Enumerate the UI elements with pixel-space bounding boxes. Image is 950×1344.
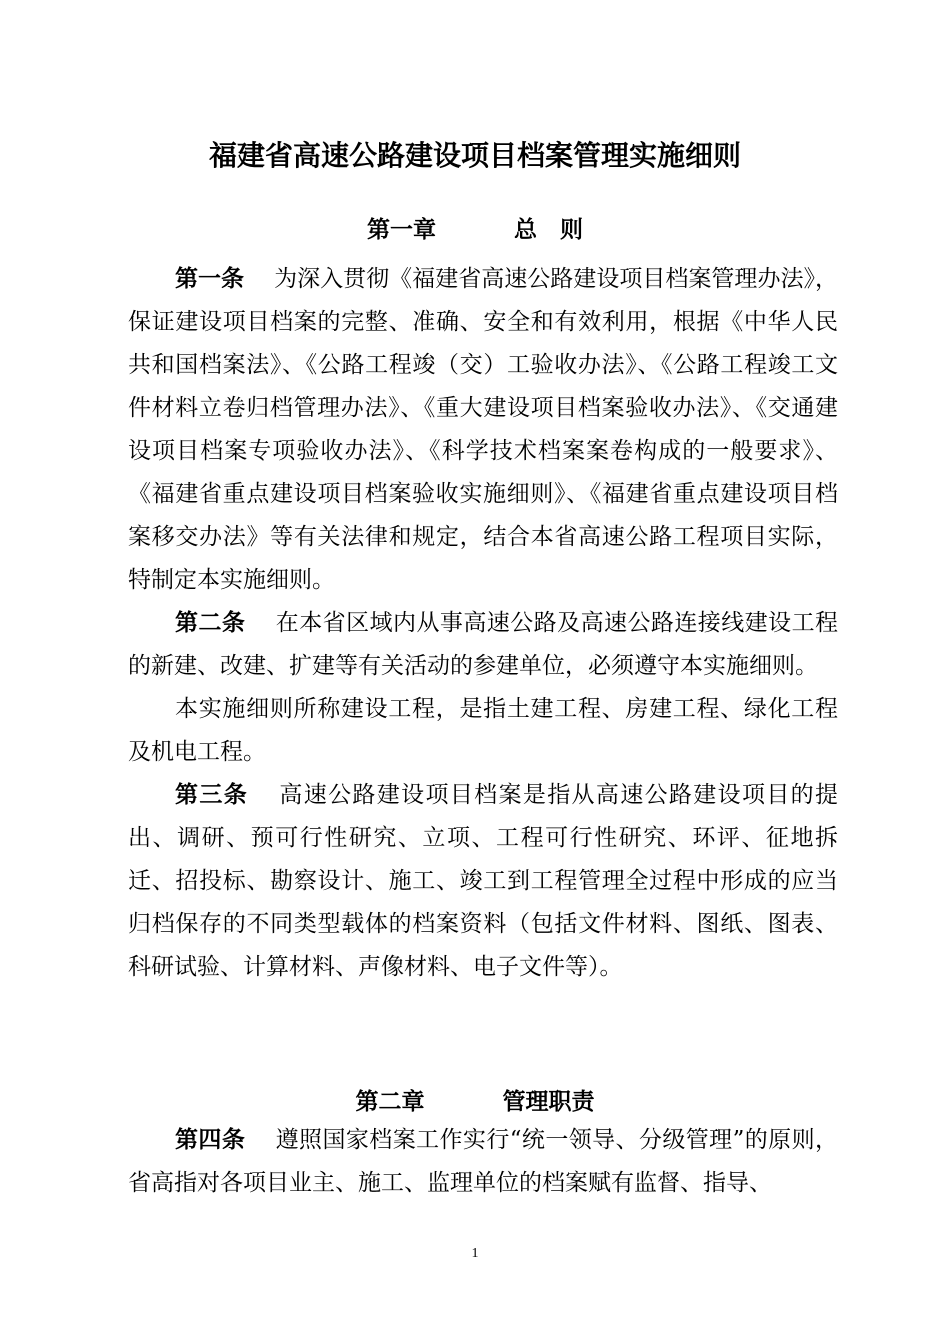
chapter-1-heading xyxy=(0,211,950,244)
page-number: 1 xyxy=(471,1246,479,1261)
chapter-2-number: 第二章 xyxy=(355,1089,425,1115)
article-2-text: 在本省区域内从事高速公路及高速公路连接线建设工程的新建、改建、扩建等有关活动的参建单位，必须遵守本实施细则。 xyxy=(128,610,839,679)
article-1-label: 第一条 xyxy=(175,266,245,292)
article-2-label: 第二条 xyxy=(175,610,246,636)
article-2-paragraph: 本实施细则所称建设工程，是指土建工程、房建工程、绿化工程及机电工程。 xyxy=(128,696,838,765)
chapter-2-heading xyxy=(0,1083,950,1116)
article-3-text: 高速公路建设项目档案是指从高速公路建设项目的提出、调研、预可行性研究、立项、工程可行性研究、环评、征地拆迁、招投标、勘察设计、施工、竣工到工程管理全过程中形成的应当归档保存的不同类型载体的档案资料（包括文件材料、图纸、图表、科研试验、计算材料、声像材料、电子文件等）。 xyxy=(128,782,839,980)
article-1-text: 为深入贯彻《福建省高速公路建设项目档案管理办法》，保证建设项目档案的完整、准确、安全和有效利用，根据《中华人民共和国档案法》、《公路工程竣（交）工验收办法》、《公路工程竣工文件材料立卷归档管理办法》、《重大建设项目档案验收办法》、《交通建设项目档案专项验收办法》、《科学技术档案案卷构成的一般要求》、《福建省重点建设项目档案验收实施细则》、《福建省重点建设项目档案移交办法》等有关法律和规定，结合本省高速公路工程项目实际，特制定本实施细则。 xyxy=(128,266,839,593)
article-4-label: 第四条 xyxy=(175,1127,246,1153)
chapter-1-body xyxy=(128,258,838,989)
article-4-text: 遵照国家档案工作实行“统一领导、分级管理”的原则，省高指对各项目业主、施工、监理单位的档案赋有监督、指导、 xyxy=(128,1127,838,1196)
document-title: 福建省高速公路建设项目档案管理实施细则 xyxy=(208,139,741,172)
article-2 xyxy=(128,602,838,688)
chapter-1-name: 总 则 xyxy=(514,217,583,243)
article-4 xyxy=(128,1119,838,1205)
chapter-2-body xyxy=(128,1119,838,1205)
article-1 xyxy=(128,258,838,602)
chapter-1-number: 第一章 xyxy=(367,217,436,243)
article-3 xyxy=(128,774,838,989)
article-3-label: 第三条 xyxy=(175,782,249,808)
chapter-2-name: 管理职责 xyxy=(502,1089,595,1115)
